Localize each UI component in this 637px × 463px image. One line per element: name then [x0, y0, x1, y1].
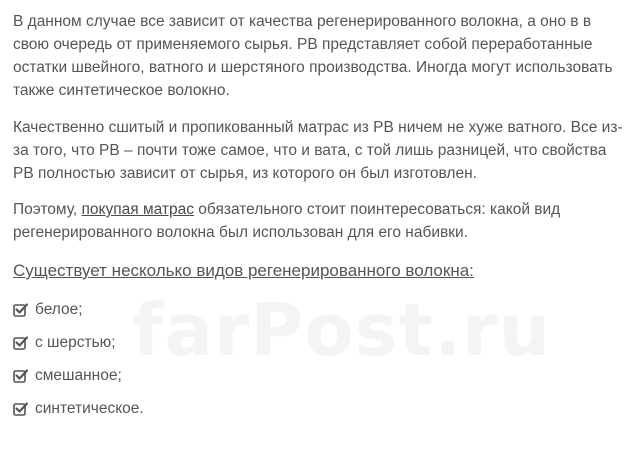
- paragraph-buying-advice-end: обязательного стоит поинтересоваться: какой вид регенерированного волокна был использован для его набивки.: [13, 201, 561, 241]
- list-item: [13, 392, 628, 425]
- paragraph-raw-fiber-quality: В данном случае все зависит от качества регенерированного волокна, а оно в в свою очередь от применяемого сырья. РВ представляет собой переработанные остатки швейного, ватного и шерстяного производства. Иногда могут использовать также синтетическое волокно.: [13, 13, 613, 99]
- list-item: [13, 293, 628, 326]
- paragraph-mattress-comparison: Качественно сшитый и пропикованный матрас из РВ ничем не хуже ватного. Все из-за того, что РВ – почти тоже самое, что и вата, с той лишь разницей, что свойства РВ полностью зависит от сырья, из которого он был изготовлен.: [13, 119, 623, 182]
- checkbox-check-icon: [13, 401, 29, 417]
- paragraph-buying-advice-start: Поэтому,: [13, 201, 82, 218]
- list-item-label: смешанное;: [35, 366, 122, 384]
- list-item: [13, 326, 628, 359]
- list-item-label: с шерстью;: [35, 333, 116, 351]
- list-item-label: синтетическое.: [35, 399, 144, 417]
- paragraph-buying-advice: [13, 198, 628, 244]
- buying-mattress-link[interactable]: покупая матрас: [81, 201, 194, 218]
- checkbox-check-icon: [13, 368, 29, 384]
- fiber-types-heading: Существует несколько видов регенерированного волокна:: [13, 261, 474, 280]
- list-item: [13, 359, 628, 392]
- fiber-types-list: [13, 293, 628, 425]
- checkbox-check-icon: [13, 335, 29, 351]
- list-item-label: белое;: [35, 300, 83, 318]
- checkbox-check-icon: [13, 302, 29, 318]
- article: [13, 10, 628, 425]
